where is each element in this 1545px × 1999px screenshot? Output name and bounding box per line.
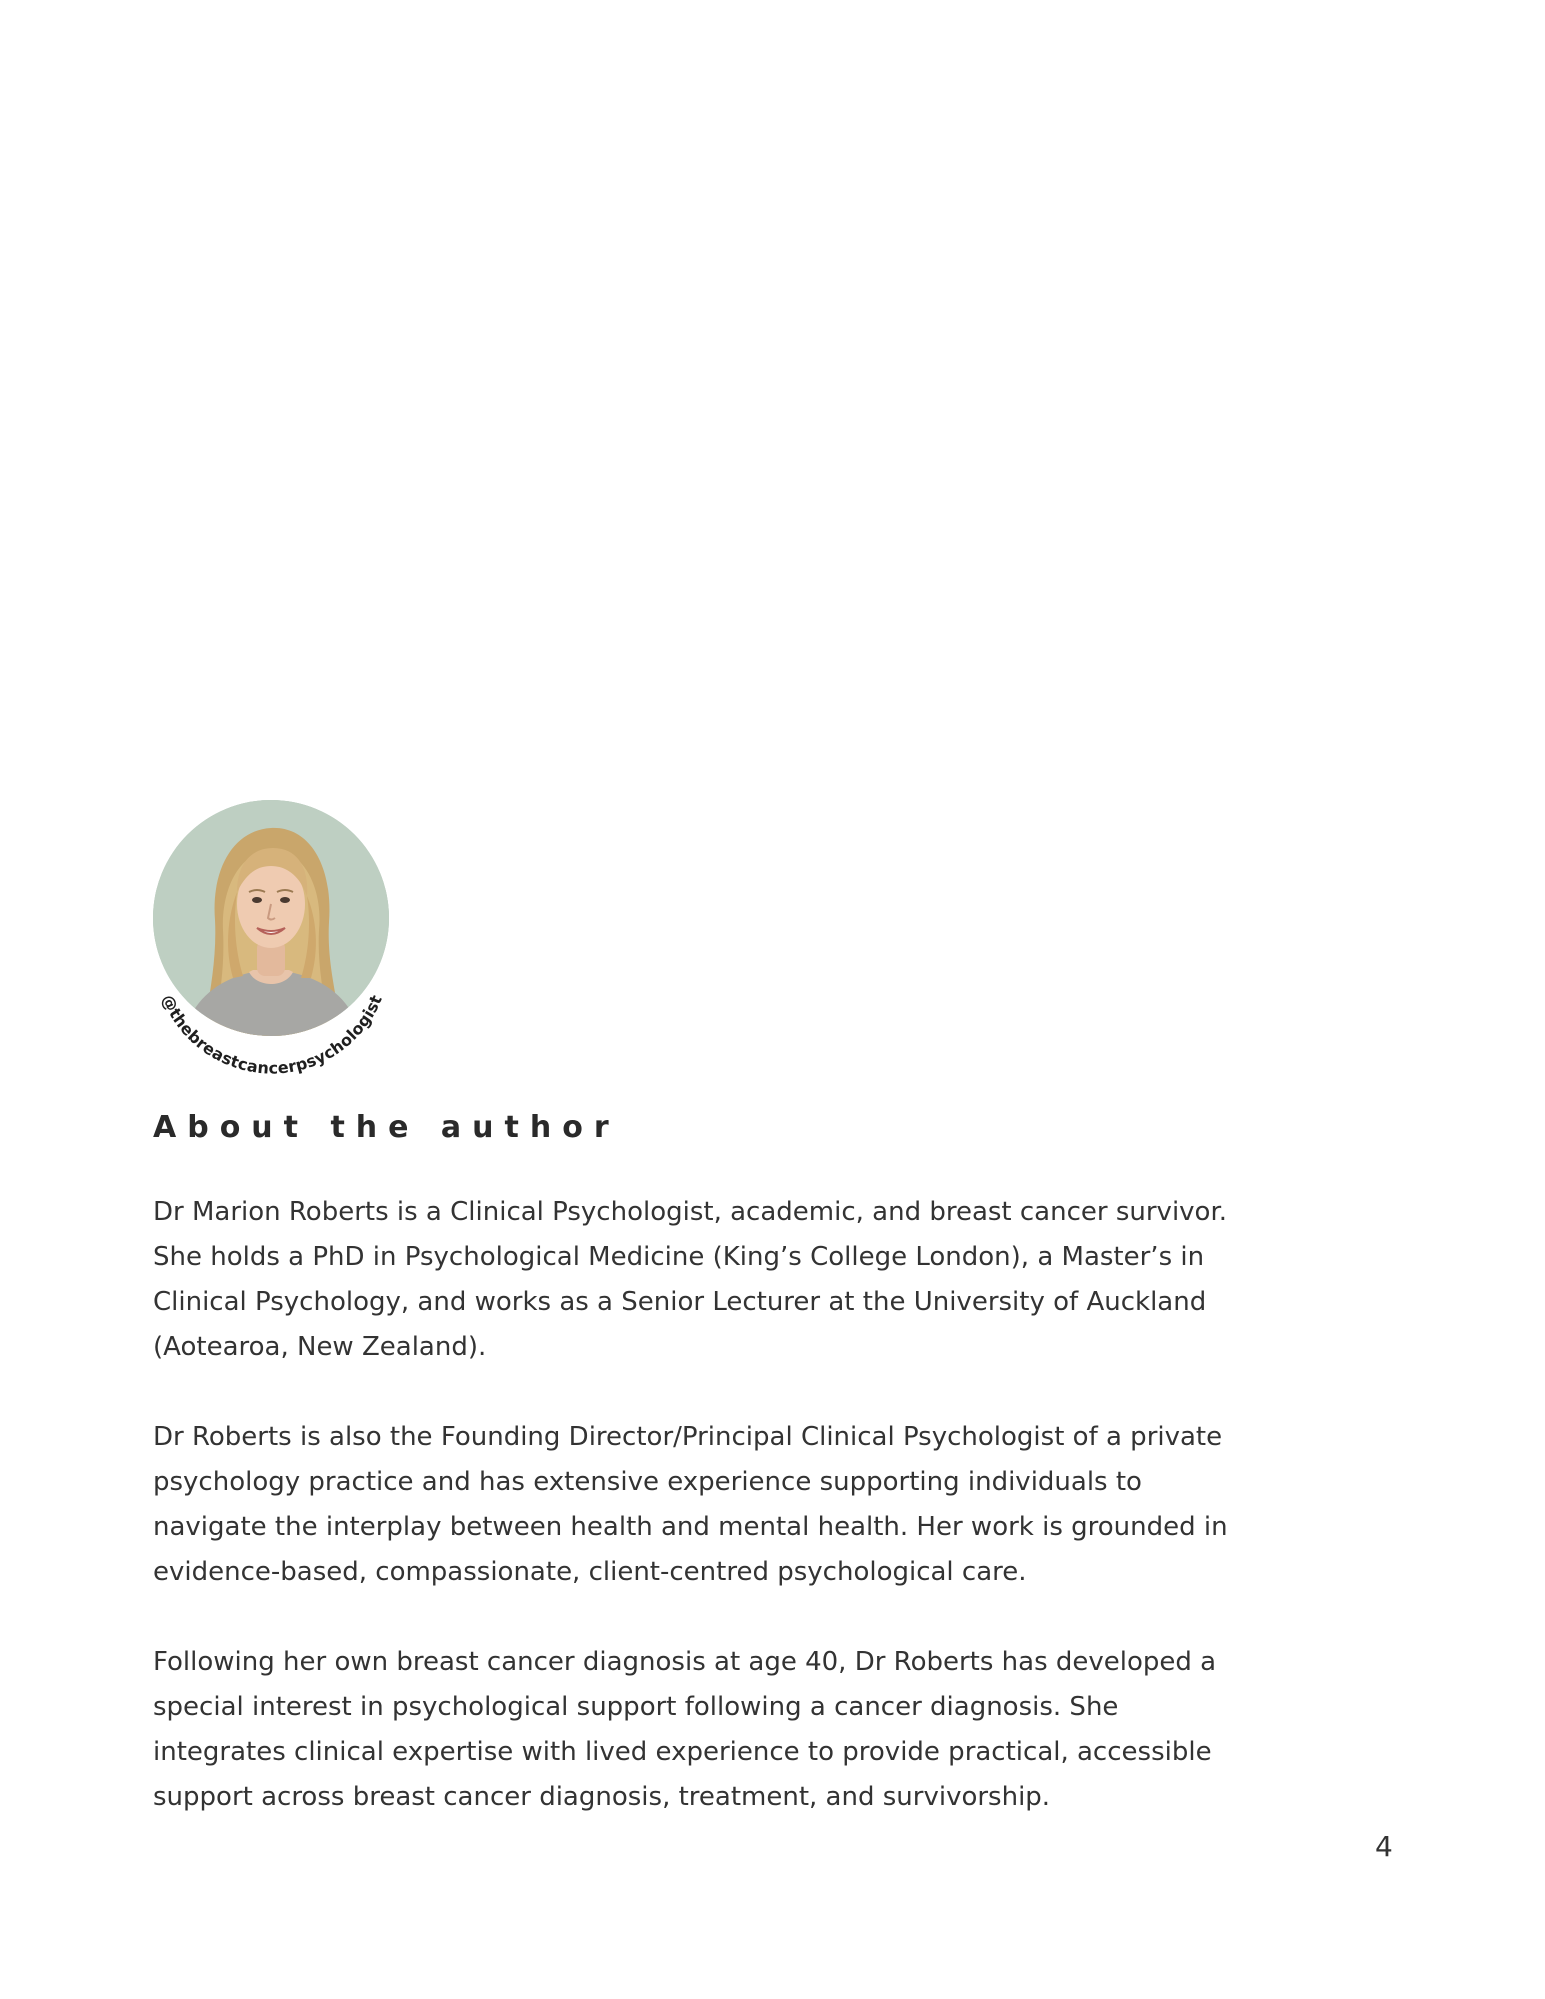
author-badge	[150, 800, 394, 1078]
bio-paragraph: Dr Marion Roberts is a Clinical Psychologist, academic, and breast cancer survivor. She holds a PhD in Psychological Medicine (King’s College London), a Master’s in Clinical Psychology, and works as a Senior Lecturer at the University of Auckland (Aotearoa, New Zealand).	[153, 1197, 1228, 1362]
author-handle: @thebreastcancerpsychologist	[158, 991, 386, 1078]
page-number: 4	[1375, 1830, 1393, 1863]
bio-paragraph: Dr Roberts is also the Founding Director/Principal Clinical Psychologist of a private psychology practice and has extensive experience supporting individuals to navigate the interplay between health and mental health. Her work is grounded in evidence-based, compassionate, client-centred psychological care.	[153, 1422, 1228, 1587]
section-heading: About the author	[153, 1110, 620, 1145]
author-handle-arc	[150, 800, 394, 1078]
author-bio	[153, 1190, 1403, 1865]
bio-paragraph: Following her own breast cancer diagnosis at age 40, Dr Roberts has developed a special interest in psychological support following a cancer diagnosis. She integrates clinical expertise with lived experience to provide practical, accessible support across breast cancer diagnosis, treatment, and survivorship.	[153, 1647, 1217, 1812]
